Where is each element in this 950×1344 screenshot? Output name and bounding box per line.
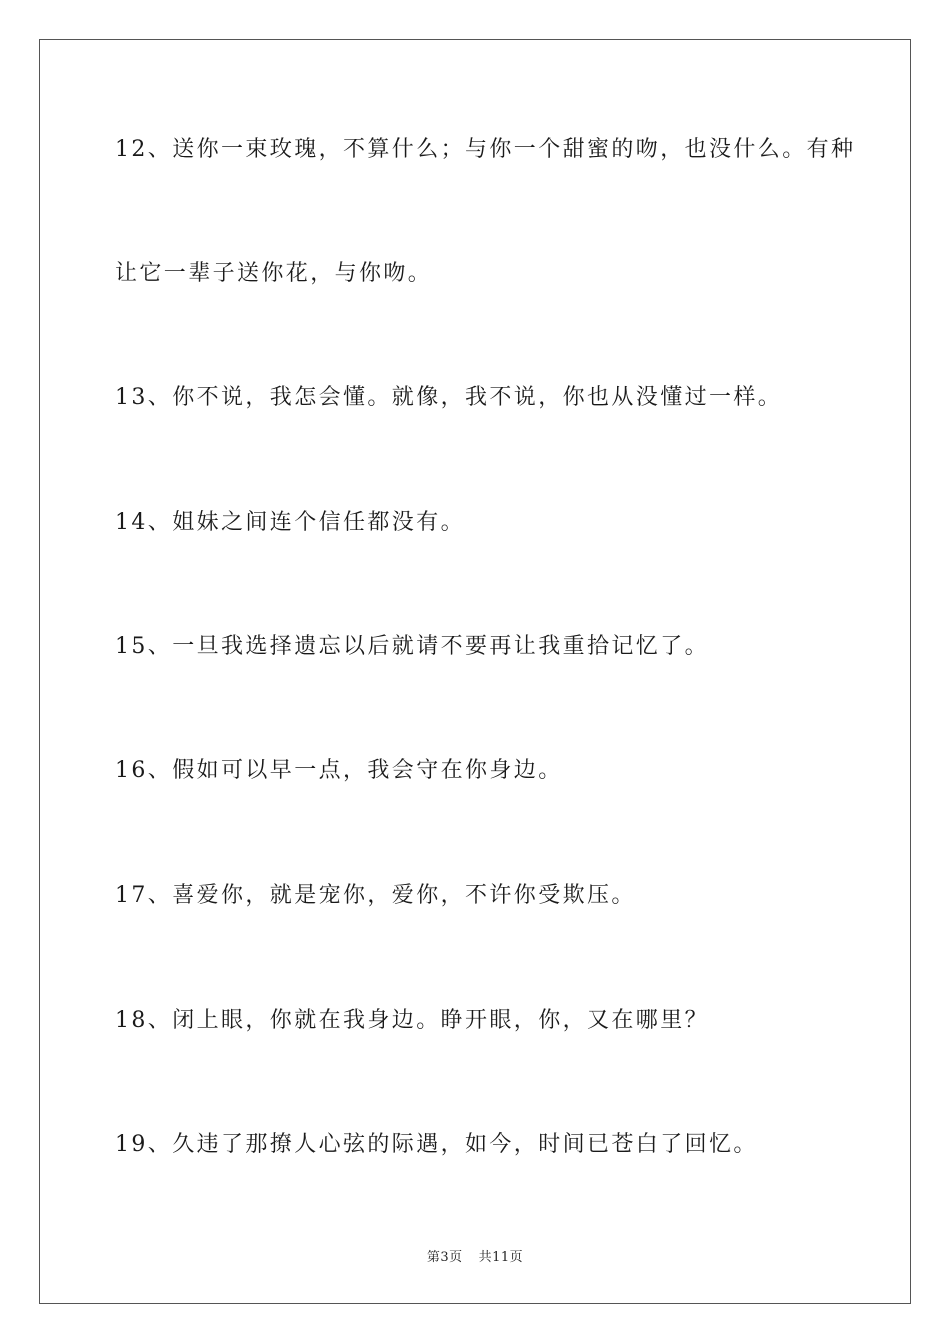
page-number: 第3页	[426, 1250, 463, 1265]
total-pages: 共11页	[478, 1250, 524, 1265]
text-line-12b: 让它一辈子送你花，与你吻。	[115, 261, 433, 286]
text-line-17: 17、喜爱你，就是宠你，爱你，不许你受欺压。	[115, 883, 636, 908]
page-footer	[0, 1246, 950, 1265]
text-line-18: 18、闭上眼，你就在我身边。睁开眼，你，又在哪里？	[115, 1008, 709, 1033]
text-line-15: 15、一旦我选择遗忘以后就请不要再让我重拾记忆了。	[115, 634, 709, 659]
text-line-13: 13、你不说，我怎会懂。就像，我不说，你也从没懂过一样。	[115, 385, 783, 410]
text-line-16: 16、假如可以早一点，我会守在你身边。	[115, 758, 563, 783]
text-line-12a: 12、送你一束玫瑰，不算什么；与你一个甜蜜的吻，也没什么。有种	[115, 137, 856, 162]
text-line-14: 14、姐妹之间连个信任都没有。	[115, 510, 465, 535]
page-border	[39, 39, 911, 1304]
text-line-19: 19、久违了那撩人心弦的际遇，如今，时间已苍白了回忆。	[115, 1132, 758, 1157]
